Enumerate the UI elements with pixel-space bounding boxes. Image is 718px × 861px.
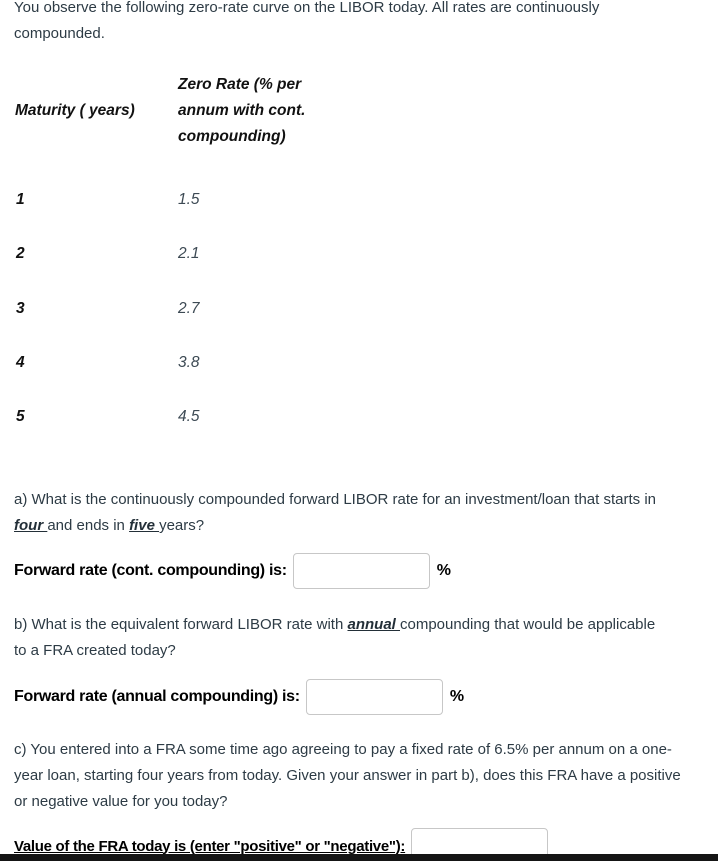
rate-value: 3.8 xyxy=(178,354,200,371)
rate-value: 1.5 xyxy=(178,191,200,208)
question-a-line-2-mid: and ends in xyxy=(47,517,130,534)
question-b-line-1 xyxy=(14,612,655,638)
intro-line-2: compounded. xyxy=(14,25,105,42)
answer-row-a xyxy=(14,553,451,589)
percent-sign-a: % xyxy=(436,562,451,579)
question-b-text xyxy=(14,612,655,664)
question-b-line-1-after: compounding that would be applicable xyxy=(400,616,656,633)
maturity-value: 5 xyxy=(16,408,25,425)
question-b-line-1-before: b) What is the equivalent forward LIBOR rate with xyxy=(14,616,348,633)
bottom-edge-bar xyxy=(0,854,718,861)
question-a-line-2 xyxy=(14,513,656,539)
rate-value: 2.1 xyxy=(178,245,200,262)
question-c-text xyxy=(14,737,681,815)
question-a-text xyxy=(14,487,656,539)
table-header-maturity: Maturity ( years) xyxy=(15,102,135,119)
question-c-line-2: year loan, starting four years from today. Given your answer in part b), does this FRA have a positive xyxy=(14,767,681,784)
table-header-zero-rate: Zero Rate (% per annum with cont. compounding) xyxy=(178,76,306,145)
rate-value: 4.5 xyxy=(178,408,200,425)
question-a-line-2-end: years? xyxy=(159,517,205,534)
forward-rate-cont-input[interactable] xyxy=(293,553,430,589)
emphasis-five: five xyxy=(129,517,160,534)
maturity-value: 3 xyxy=(16,300,25,317)
maturity-value: 4 xyxy=(16,354,25,371)
question-a-line-1: a) What is the continuously compounded forward LIBOR rate for an investment/loan that starts in xyxy=(14,491,656,508)
rate-value: 2.7 xyxy=(178,300,200,317)
forward-rate-cont-label: Forward rate (cont. compounding) is: xyxy=(14,562,287,579)
question-b-line-2: to a FRA created today? xyxy=(14,642,176,659)
fra-value-label: Value of the FRA today is (enter "positive" or "negative"): xyxy=(14,837,406,855)
emphasis-annual: annual xyxy=(347,616,400,633)
intro-line-1: You observe the following zero-rate curve on the LIBOR today. All rates are continuously xyxy=(14,0,600,16)
answer-row-b xyxy=(14,679,464,715)
forward-rate-annual-input[interactable] xyxy=(306,679,443,715)
maturity-value: 1 xyxy=(16,191,25,208)
forward-rate-annual-label: Forward rate (annual compounding) is: xyxy=(14,688,300,705)
question-c-line-1: c) You entered into a FRA some time ago agreeing to pay a fixed rate of 6.5% per annum on a one- xyxy=(14,741,672,758)
intro-paragraph xyxy=(14,0,599,47)
percent-sign-b: % xyxy=(449,688,465,705)
question-c-line-3: or negative value for you today? xyxy=(14,793,228,810)
emphasis-four: four xyxy=(14,517,48,534)
maturity-value: 2 xyxy=(16,245,25,262)
